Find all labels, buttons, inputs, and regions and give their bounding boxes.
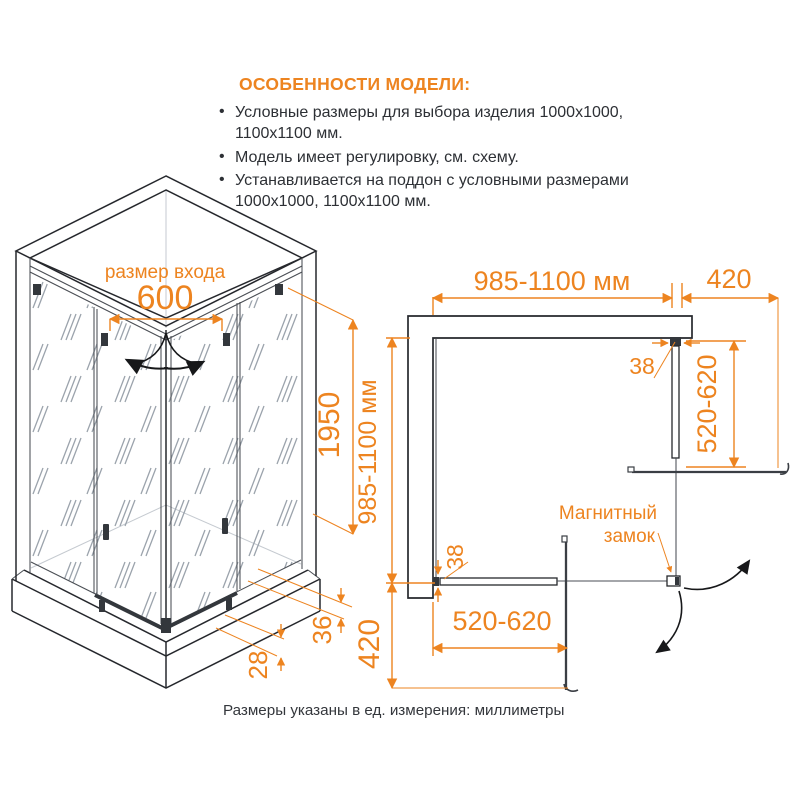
magnet-label-line1: Магнитный — [558, 503, 657, 524]
gap-top-value: 38 — [629, 353, 655, 379]
swing-door-right — [628, 463, 789, 474]
swing-door-bottom — [562, 536, 578, 691]
footer-note: Размеры указаны в ед. измерения: миллиметры — [223, 702, 565, 719]
dim-panel-right — [686, 341, 746, 467]
plan-depth-value: 985-1100 мм — [354, 379, 382, 525]
feature-item: • Условные размеры для выбора изделия 1000х1000, 1100х1100 мм. — [218, 102, 688, 145]
bottom-guide — [99, 600, 105, 612]
door-bottom-value: 420 — [353, 618, 386, 670]
feature-item: • Модель имеет регулировку, см. схему. — [218, 147, 688, 168]
feature-item: • Устанавливается на поддон с условными размерами 1000х1000, 1100х1100 мм. — [218, 170, 688, 213]
bottom-guide — [226, 598, 232, 610]
door-swing-arrows — [657, 561, 749, 652]
door-handle — [628, 467, 634, 472]
entrance-label: размер входа — [104, 262, 226, 283]
roller-bracket — [223, 333, 230, 346]
features-title: ОСОБЕННОСТИ МОДЕЛИ: — [239, 74, 471, 94]
door-handle — [103, 524, 109, 540]
plan-bottom-panel — [433, 576, 680, 586]
gap-bottom-value: 38 — [442, 544, 468, 570]
isometric-view — [12, 176, 353, 688]
dim-gap-top — [629, 342, 700, 379]
panel-bottom-value: 520-620 — [452, 606, 552, 636]
bottom-profile-value: 28 — [243, 650, 273, 680]
dim-entrance-width — [105, 262, 226, 331]
door-right-value: 420 — [706, 264, 752, 294]
magnetic-lock — [675, 577, 679, 585]
plan-view — [353, 264, 789, 691]
roller-bracket — [101, 333, 108, 346]
door-handle — [562, 536, 567, 542]
plan-right-panel — [670, 337, 681, 577]
bottom-rail-value: 36 — [307, 615, 337, 645]
dim-plan-width — [433, 266, 682, 315]
plan-width-value: 985-1100 мм — [473, 266, 631, 296]
entrance-width-value: 600 — [136, 279, 194, 317]
dim-panel-bottom — [433, 602, 567, 656]
panel-right-value: 520-620 — [692, 354, 722, 454]
dim-gap-bottom — [438, 544, 468, 602]
magnet-label — [559, 503, 671, 572]
door-handle — [222, 518, 228, 534]
height-value: 1950 — [313, 391, 346, 459]
magnet-label-line2: замок — [603, 526, 655, 547]
